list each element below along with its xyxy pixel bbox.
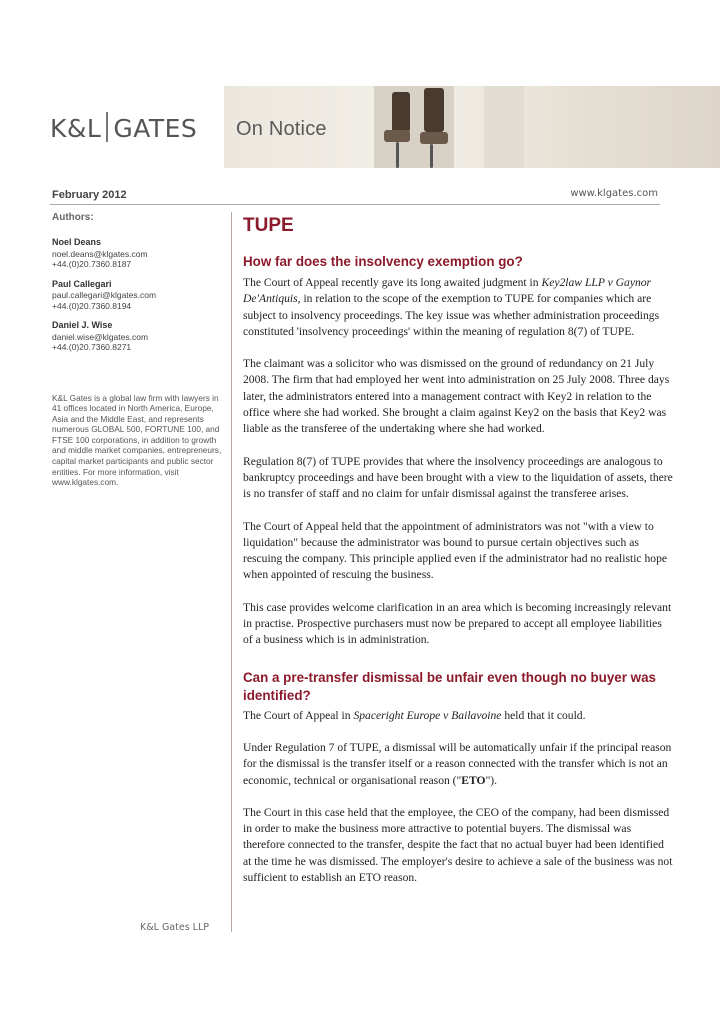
article-title: TUPE <box>243 215 294 236</box>
author-name: Paul Callegari <box>52 278 112 289</box>
paragraph: The claimant was a solicitor who was dismissed on the ground of redundancy on 21 July 2008. The firm that had employed her went into administration on 25 July 2008. Three days later, the administrators entered into a management contract with Key2 in relation to the office where she had worked. She brought a claim against Key2 on the basis that Key2 was liable as the transferee of the undertaking where she had worked. <box>243 357 670 436</box>
paragraph: The Court of Appeal in Spaceright Europe v Bailavoine held that it could. <box>243 708 586 722</box>
section-heading: How far does the insolvency exemption go? <box>243 254 523 269</box>
authors-label: Authors: <box>52 212 94 223</box>
paragraph: The Court of Appeal held that the appointment of administrators was not "with a view to liquidation" because the administrator was bound to pursue certain objectives such as rescuing the company. This principle applied even if the administrator had no realistic hope when appointed of rescuing the business. <box>243 519 668 582</box>
author-email[interactable]: paul.callegari@klgates.com <box>52 290 157 300</box>
paragraph: Regulation 8(7) of TUPE provides that where the insolvency proceedings are analogous to bankruptcy proceedings and have been brought with a view to the liquidation of assets, there is no transfer of staff and no claim for unfair dismissal against the transferee arises. <box>243 454 673 501</box>
case-name: Spaceright Europe v Bailavoine <box>353 708 502 722</box>
paragraph: The Court of Appeal recently gave its long awaited judgment in Key2law LLP v Gaynor De'Antiquis, in relation to the scope of the exemption to TUPE for companies which are subject to insolvency proceedings. The key issue was whether administration proceedings constituted 'insolvency proceedings' within the meaning of regulation 8(7) of TUPE. <box>243 276 660 338</box>
footer-firm: K&L Gates LLP <box>140 922 209 933</box>
section-pre-transfer-dismissal <box>243 669 673 887</box>
date-rule <box>50 185 660 205</box>
author-phone: +44.(0)20.7360.8194 <box>52 300 132 311</box>
author-email[interactable]: daniel.wise@klgates.com <box>52 331 149 342</box>
logo-right-text: GATES <box>113 114 198 143</box>
author-name: Daniel J. Wise <box>52 320 113 330</box>
case-name: Key2law LLP v Gaynor De'Antiquis <box>243 276 652 306</box>
paragraph: The Court in this case held that the employee, the CEO of the company, had been dismissed in order to make the business more attractive to potential buyers. The dismissal was therefore connected to the transfer, despite the fact that no actual buyer had been identified at the time he was dismissed. The employer's desire to achieve a sale of the business was not sufficient to establish an ETO reason. <box>243 805 673 885</box>
paragraph: This case provides welcome clarification in an area which is becoming increasingly relevant in practise. Prospective purchasers must now be prepared to accept all employee liabilities of a business which is in administration. <box>243 600 672 647</box>
column-divider <box>231 212 232 932</box>
firm-blurb: K&L Gates is a global law firm with lawyers in 41 offices located in North America, Europe, Asia and the Middle East, and represents numerous GLOBAL 500, FORTUNE 100, and FTSE 100 corporations, in addition to growth and middle market companies, entrepreneurs, capital market participants and public sector entities. For more information, visit www.klgates.com. <box>52 392 222 488</box>
section-insolvency-exemption <box>243 253 673 649</box>
article <box>243 215 673 886</box>
klgates-logo <box>50 112 197 143</box>
logo-divider <box>106 112 108 142</box>
website-link[interactable]: www.klgates.com <box>570 188 658 199</box>
sidebar <box>52 212 232 488</box>
eto-term: ETO <box>461 773 486 787</box>
issue-date: February 2012 <box>52 189 127 201</box>
author-email[interactable]: noel.deans@klgates.com <box>52 248 148 259</box>
author-card <box>52 320 232 353</box>
paragraph: Under Regulation 7 of TUPE, a dismissal will be automatically unfair if the principal reason for the dismissal is the transfer itself or a reason connected with the transfer which is not an economic, technical or organisational reason ("ETO"). <box>243 740 672 787</box>
publication-title: On Notice <box>236 118 327 140</box>
author-name: Noel Deans <box>52 237 102 247</box>
section-heading: Can a pre-transfer dismissal be unfair even though no buyer was identified? <box>243 669 656 703</box>
author-card <box>52 237 232 270</box>
logo-left-text: K&L <box>50 114 102 143</box>
author-phone: +44.(0)20.7360.8271 <box>52 342 132 352</box>
author-phone: +44.(0)20.7360.8187 <box>52 259 132 269</box>
author-card <box>52 279 232 312</box>
